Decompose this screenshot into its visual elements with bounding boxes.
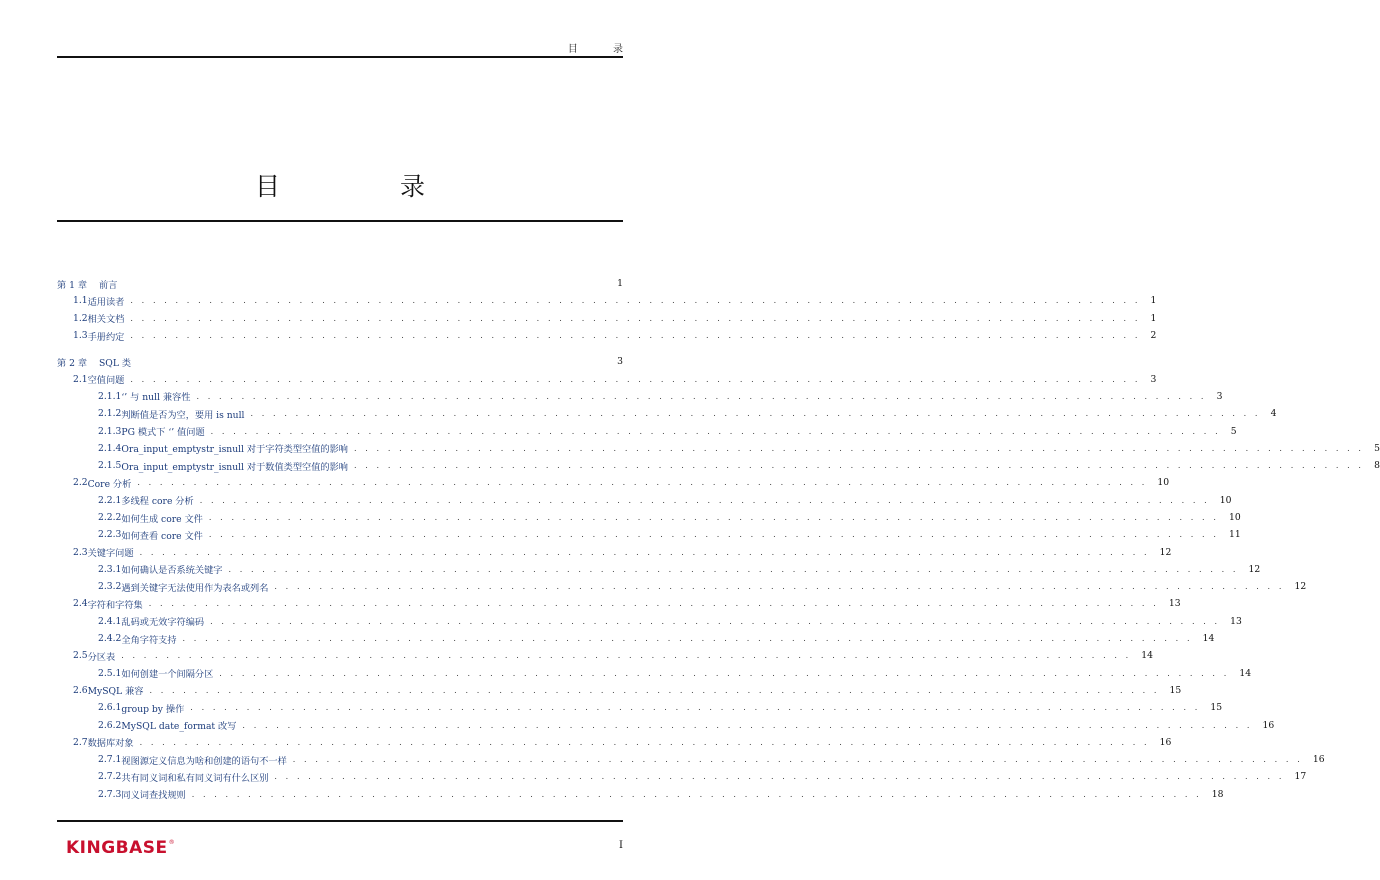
toc-page-number[interactable]: 3 xyxy=(1216,390,1223,402)
toc-page-number[interactable]: 13 xyxy=(1230,615,1242,627)
toc-leader-dots: . . . . . . . . . . . . . . . . . . . . . . . . . . . . . . . . . . . . . . . . . . . . . . . . . . . . . . . . . . . . . . . . . . . . . . . . . . . . . . . . . . . . . . . . . . xyxy=(130,296,1141,306)
toc-leader-dots: . . . . . . . . . . . . . . . . . . . . . . . . . . . . . . . . . . . . . . . . . . . . . . . . . . . . . . . . . . . . . . . . . . . . . . . . . . . . . . . . . . . . . . . . . . xyxy=(148,599,1159,609)
toc-number: 2.3.2 xyxy=(98,581,122,593)
toc-gap xyxy=(57,344,623,353)
toc-number: 2.1.2 xyxy=(98,408,122,420)
toc-entry-chapter[interactable] xyxy=(57,275,623,292)
toc-page-number[interactable]: 16 xyxy=(1262,719,1275,731)
header-rule xyxy=(57,56,623,58)
toc-leader-dots: . . . . . . . . . . . . . . . . . . . . . . . . . . . . . . . . . . . . . . . . . . . . . . . . . . . . . . . . . . . . . . . . . . . . . . . . . . . . . . . . . . . . . . . . . . xyxy=(208,513,1219,522)
toc-page-number[interactable]: 13 xyxy=(1168,598,1181,610)
toc-title[interactable]: PG 模式下 ‘’ 值问题 xyxy=(121,427,205,439)
toc-number: 2.2.3 xyxy=(98,529,122,541)
toc-entry-sec[interactable] xyxy=(57,595,1181,612)
toc-leader-dots: . . . . . . . . . . . . . . . . . . . . . . . . . . . . . . . . . . . . . . . . . . . . . . . . . . . . . . . . . . . . . . . . . . . . . . . . . . . . . . . . . . . . . . . . . . xyxy=(274,772,1285,782)
toc-title[interactable]: MySQL 兼容 xyxy=(87,686,144,698)
toc-entry-sub[interactable] xyxy=(57,457,1380,474)
toc-page-number[interactable]: 15 xyxy=(1210,702,1223,714)
footer-rule xyxy=(57,820,623,822)
toc-page-number[interactable]: 1 xyxy=(1150,295,1157,307)
toc-number: 2.2.2 xyxy=(98,512,122,523)
toc-entry-sub[interactable] xyxy=(57,405,1277,422)
toc-page-number[interactable]: 3 xyxy=(1150,373,1157,385)
toc-leader-dots: . . . . . . . . . . . . . . . . . . . . . . . . . . . . . . . . . . . . . . . . . . . . . . . . . . . . . . . . . . . . . . . . . . . . . . . . . . . . . . . . . . . . . . . . . . xyxy=(190,703,1201,713)
toc-leader-dots: . . . . . . . . . . . . . . . . . . . . . . . . . . . . . . . . . . . . . . . . . . . . . . . . . . . . . . . . . . . . . . . . . . . . . . . . . . . . . . . . . . . . . . . . . . xyxy=(191,789,1202,799)
toc-entry-sub[interactable] xyxy=(57,422,1237,439)
toc-page-number[interactable]: 14 xyxy=(1202,633,1215,645)
toc-leader-dots: . . . . . . . . . . . . . . . . . . . . . . . . . . . . . . . . . . . . . . . . . . . . . . . . . . . . . . . . . . . . . . . . . . . . . . . . . . . . . . . . . . . . . . . . . . xyxy=(219,668,1230,678)
toc-number: 2.1.5 xyxy=(98,460,122,472)
toc-entry-sec[interactable] xyxy=(57,647,1153,664)
running-header: 目 录 xyxy=(567,44,639,55)
table-of-contents xyxy=(57,275,1380,803)
toc-page-number[interactable]: 5 xyxy=(1230,425,1237,437)
toc-title[interactable]: Ora_input_emptystr_isnull 对于数值类型空值的影响 xyxy=(121,461,348,473)
toc-page-number[interactable]: 8 xyxy=(1374,460,1380,472)
toc-entry-sub[interactable] xyxy=(57,388,1223,405)
toc-number: 2.1.4 xyxy=(98,442,122,454)
toc-entry-sec[interactable] xyxy=(57,682,1182,699)
toc-entry-sub[interactable] xyxy=(57,492,1232,509)
toc-title[interactable]: 数据库对象 xyxy=(87,738,134,750)
toc-title[interactable]: ‘’ 与 null 兼容性 xyxy=(121,392,191,404)
toc-title[interactable]: 如何确认是否系统关键字 xyxy=(121,565,223,577)
toc-number: 2.1.3 xyxy=(98,425,122,437)
toc-leader-dots: . . . . . . . . . . . . . . . . . . . . . . . . . . . . . . . . . . . . . . . . . . . . . . . . . . . . . . . . . . . . . . . . . . . . . . . . . . . . . . . . . . . . . . . . . . xyxy=(274,582,1285,592)
toc-number: 2.5 xyxy=(73,650,88,662)
toc-leader-dots: . . . . . . . . . . . . . . . . . . . . . . . . . . . . . . . . . . . . . . . . . . . . . . . . . . . . . . . . . . . . . . . . . . . . . . . . . . . . . . . . . . . . . . . . . . xyxy=(130,374,1141,384)
logo-text: KINGBASE xyxy=(66,838,168,858)
toc-number: 2.4 xyxy=(73,598,88,610)
toc-number: 2.7 xyxy=(73,736,88,748)
toc-title[interactable]: 如何创建一个间隔分区 xyxy=(121,669,214,681)
toc-page-number[interactable]: 10 xyxy=(1157,477,1170,489)
toc-title[interactable]: Ora_input_emptystr_isnull 对于字符类型空值的影响 xyxy=(121,444,348,456)
toc-leader-dots: . . . . . . . . . . . . . . . . . . . . . . . . . . . . . . . . . . . . . . . . . . . . . . . . . . . . . . . . . . . . . . . . . . . . . . . . . . . . . . . . . . . . . . . . . . xyxy=(353,443,1365,453)
toc-page-number[interactable]: 10 xyxy=(1219,494,1232,506)
toc-leader-dots: . . . . . . . . . . . . . . . . . . . . . . . . . . . . . . . . . . . . . . . . . . . . . . . . . . . . . . . . . . . . . . . . . . . . . . . . . . . . . . . . . . . . . . . . . . xyxy=(228,564,1239,574)
toc-number: 2.3 xyxy=(73,546,88,558)
toc-title[interactable]: 判断值是否为空，要用 is null xyxy=(121,409,245,421)
toc-page-number[interactable]: 16 xyxy=(1159,736,1172,748)
toc-number: 2.4.2 xyxy=(98,633,122,645)
toc-entry-sub[interactable] xyxy=(57,630,1215,647)
toc-number: 1.2 xyxy=(73,312,88,324)
toc-title[interactable]: 关键字问题 xyxy=(87,548,134,560)
toc-number: 2.7.1 xyxy=(98,754,122,766)
toc-title[interactable]: 共有同义词和私有同义词有什么区别 xyxy=(121,772,269,784)
toc-entry-sec[interactable] xyxy=(57,370,1157,387)
toc-title[interactable]: 如何查看 core 文件 xyxy=(121,530,203,542)
toc-leader-dots: . . . . . . . . . . . . . . . . . . . . . . . . . . . . . . . . . . . . . . . . . . . . . . . . . . . . . . . . . . . . . . . . . . . . . . . . . . . . . . . . . . . . . . . . . . xyxy=(210,616,1221,626)
toc-leader-dots: . . . . . . . . . . . . . . . . . . . . . . . . . . . . . . . . . . . . . . . . . . . . . . . . . . . . . . . . . . . . . . . . . . . . . . . . . . . . . . . . . . . . . . . . . . xyxy=(139,737,1150,747)
toc-entry-sub[interactable] xyxy=(57,561,1261,578)
toc-number: 1.1 xyxy=(73,295,88,307)
toc-title[interactable]: 相关文档 xyxy=(87,314,125,326)
toc-number: 2.4.1 xyxy=(98,615,122,627)
toc-title[interactable]: SQL 类 xyxy=(99,357,132,369)
toc-leader-dots: . . . . . . . . . . . . . . . . . . . . . . . . . . . . . . . . . . . . . . . . . . . . . . . . . . . . . . . . . . . . . . . . . . . . . . . . . . . . . . . . . . . . . . . . . . xyxy=(196,391,1207,401)
toc-title[interactable]: Core 分析 xyxy=(87,478,132,490)
toc-title[interactable]: 适用读者 xyxy=(87,296,125,308)
toc-page-number[interactable]: 5 xyxy=(1374,442,1380,454)
toc-number: 2.6.2 xyxy=(98,719,122,731)
toc-number: 2.7.2 xyxy=(98,771,122,783)
toc-title[interactable]: 空值问题 xyxy=(87,375,125,387)
toc-leader-dots: . . . . . . . . . . . . . . . . . . . . . . . . . . . . . . . . . . . . . . . . . . . . . . . . . . . . . . . . . . . . . . . . . . . . . . . . . . . . . . . . . . . . . . . . . . xyxy=(149,685,1160,695)
kingbase-logo xyxy=(66,838,175,858)
toc-number: 2.6 xyxy=(73,684,88,696)
toc-title[interactable]: 如何生成 core 文件 xyxy=(121,513,203,525)
toc-page-number[interactable]: 14 xyxy=(1239,667,1252,679)
toc-entry-sub[interactable] xyxy=(57,526,1241,543)
toc-leader-dots: . . . . . . . . . . . . . . . . . . . . . . . . . . . . . . . . . . . . . . . . . . . . . . . . . . . . . . . . . . . . . . . . . . . . . . . . . . . . . . . . . . . . . . . . . . xyxy=(250,409,1261,419)
toc-page-number[interactable]: 12 xyxy=(1294,581,1307,593)
toc-leader-dots: . . . . . . . . . . . . . . . . . . . . . . . . . . . . . . . . . . . . . . . . . . . . . . . . . . . . . . . . . . . . . . . . . . . . . . . . . . . . . . . . . . . . . . . . . . xyxy=(242,720,1253,730)
toc-number: 2.2.1 xyxy=(98,494,122,506)
toc-page-number[interactable]: 4 xyxy=(1270,408,1277,420)
toc-leader-dots: . . . . . . . . . . . . . . . . . . . . . . . . . . . . . . . . . . . . . . . . . . . . . . . . . . . . . . . . . . . . . . . . . . . . . . . . . . . . . . . . . . . . . . . . . . xyxy=(130,331,1141,341)
toc-leader-dots: . . . . . . . . . . . . . . . . . . . . . . . . . . . . . . . . . . . . . . . . . . . . . . . . . . . . . . . . . . . . . . . . . . . . . . . . . . . . . . . . . . . . . . . . . . xyxy=(130,313,1141,323)
toc-entry-sub[interactable] xyxy=(57,768,1307,785)
toc-entry-sec[interactable] xyxy=(57,734,1172,751)
toc-leader-dots: . . . . . . . . . . . . . . . . . . . . . . . . . . . . . . . . . . . . . . . . . . . . . . . . . . . . . . . . . . . . . . . . . . . . . . . . . . . . . . . . . . . . . . . . . . xyxy=(210,426,1221,436)
toc-title[interactable]: 前言 xyxy=(99,279,118,291)
toc-entry-sub[interactable] xyxy=(57,578,1307,595)
toc-title[interactable]: 同义词查找规则 xyxy=(121,790,186,802)
toc-title[interactable]: 全角字符支持 xyxy=(121,634,177,646)
toc-leader-dots: . . . . . . . . . . . . . . . . . . . . . . . . . . . . . . . . . . . . . . . . . . . . . . . . . . . . . . . . . . . . . . . . . . . . . . . . . . . . . . . . . . . . . . . . . . xyxy=(292,755,1303,765)
toc-number: 2.7.3 xyxy=(98,788,122,800)
toc-page-number[interactable]: 18 xyxy=(1211,788,1224,800)
toc-page-number[interactable]: 14 xyxy=(1141,650,1153,662)
toc-title[interactable]: 手册约定 xyxy=(87,331,125,343)
toc-entry-sub[interactable] xyxy=(57,786,1224,803)
toc-leader-dots: . . . . . . . . . . . . . . . . . . . . . . . . . . . . . . . . . . . . . . . . . . . . . . . . . . . . . . . . . . . . . . . . . . . . . . . . . . . . . . . . . . . . . . . . . . xyxy=(139,547,1150,557)
page-title: 目 录 xyxy=(255,172,481,201)
toc-entry-sub[interactable] xyxy=(57,665,1252,682)
toc-title[interactable]: 分区表 xyxy=(87,651,116,663)
toc-page-number[interactable]: 1 xyxy=(617,278,623,290)
page-number: I xyxy=(619,840,623,851)
toc-page-number[interactable]: 12 xyxy=(1248,563,1261,575)
toc-number: 1.3 xyxy=(73,330,88,342)
toc-number: 2.6.1 xyxy=(98,702,122,714)
toc-leader-dots: . . . . . . . . . . . . . . . . . . . . . . . . . . . . . . . . . . . . . . . . . . . . . . . . . . . . . . . . . . . . . . . . . . . . . . . . . . . . . . . . . . . . . . . . . . xyxy=(208,530,1219,540)
toc-entry-sub[interactable] xyxy=(57,751,1325,768)
toc-entry-chapter[interactable] xyxy=(57,353,623,370)
toc-entry-sec[interactable] xyxy=(57,327,1157,344)
toc-title[interactable]: 遇到关键字无法使用作为表名或列名 xyxy=(121,582,269,594)
toc-entry-sub[interactable] xyxy=(57,509,1241,526)
toc-number: 2.1.1 xyxy=(98,390,122,402)
toc-leader-dots: . . . . . . . . . . . . . . . . . . . . . . . . . . . . . . . . . . . . . . . . . . . . . . . . . . . . . . . . . . . . . . . . . . . . . . . . . . . . . . . . . . . . . . . . . . xyxy=(199,495,1210,505)
toc-entry-sec[interactable] xyxy=(57,310,1157,327)
toc-number: 2.2 xyxy=(73,477,88,489)
toc-entry-sub[interactable] xyxy=(57,440,1380,457)
toc-number: 2.5.1 xyxy=(98,667,122,679)
toc-number: 第 1 章 xyxy=(57,279,88,291)
toc-page-number[interactable]: 1 xyxy=(1150,312,1157,324)
toc-page-number[interactable]: 11 xyxy=(1228,529,1241,541)
toc-number: 第 2 章 xyxy=(57,357,88,369)
toc-leader-dots: . . . . . . . . . . . . . . . . . . . . . . . . . . . . . . . . . . . . . . . . . . . . . . . . . . . . . . . . . . . . . . . . . . . . . . . . . . . . . . . . . . . . . . . . . . xyxy=(121,651,1132,661)
registered-mark: ® xyxy=(168,838,176,846)
toc-page-number[interactable]: 15 xyxy=(1169,684,1182,696)
toc-title[interactable]: MySQL date_format 改写 xyxy=(121,721,237,733)
toc-title[interactable]: 视图源定义信息为啥和创建的语句不一样 xyxy=(121,755,287,767)
toc-entry-sub[interactable] xyxy=(57,613,1242,630)
toc-entry-sec[interactable] xyxy=(57,474,1170,491)
toc-page-number[interactable]: 12 xyxy=(1159,546,1172,558)
toc-title[interactable]: 字符和字符集 xyxy=(87,599,143,611)
toc-leader-dots: . . . . . . . . . . . . . . . . . . . . . . . . . . . . . . . . . . . . . . . . . . . . . . . . . . . . . . . . . . . . . . . . . . . . . . . . . . . . . . . . . . . . . . . . . . xyxy=(353,461,1365,471)
toc-number: 2.1 xyxy=(73,373,88,385)
toc-leader-dots: . . . . . . . . . . . . . . . . . . . . . . . . . . . . . . . . . . . . . . . . . . . . . . . . . . . . . . . . . . . . . . . . . . . . . . . . . . . . . . . . . . . . . . . . . . xyxy=(182,634,1193,644)
toc-page-number[interactable]: 16 xyxy=(1312,754,1325,766)
toc-entry-sec[interactable] xyxy=(57,292,1157,309)
toc-entry-sub[interactable] xyxy=(57,699,1223,716)
toc-title[interactable]: group by 操作 xyxy=(121,703,185,715)
toc-number: 2.3.1 xyxy=(98,563,122,575)
toc-entry-sec[interactable] xyxy=(57,543,1172,560)
toc-page-number[interactable]: 10 xyxy=(1228,512,1241,523)
toc-page-number[interactable]: 17 xyxy=(1294,771,1307,783)
toc-title[interactable]: 乱码或无效字符编码 xyxy=(121,617,205,629)
title-rule xyxy=(57,220,623,222)
toc-page-number[interactable]: 2 xyxy=(1150,330,1157,342)
toc-leader-dots: . . . . . . . . . . . . . . . . . . . . . . . . . . . . . . . . . . . . . . . . . . . . . . . . . . . . . . . . . . . . . . . . . . . . . . . . . . . . . . . . . . . . . . . . . . xyxy=(137,478,1148,488)
toc-entry-sub[interactable] xyxy=(57,716,1275,733)
toc-page-number[interactable]: 3 xyxy=(617,356,623,368)
toc-title[interactable]: 多线程 core 分析 xyxy=(121,496,194,508)
